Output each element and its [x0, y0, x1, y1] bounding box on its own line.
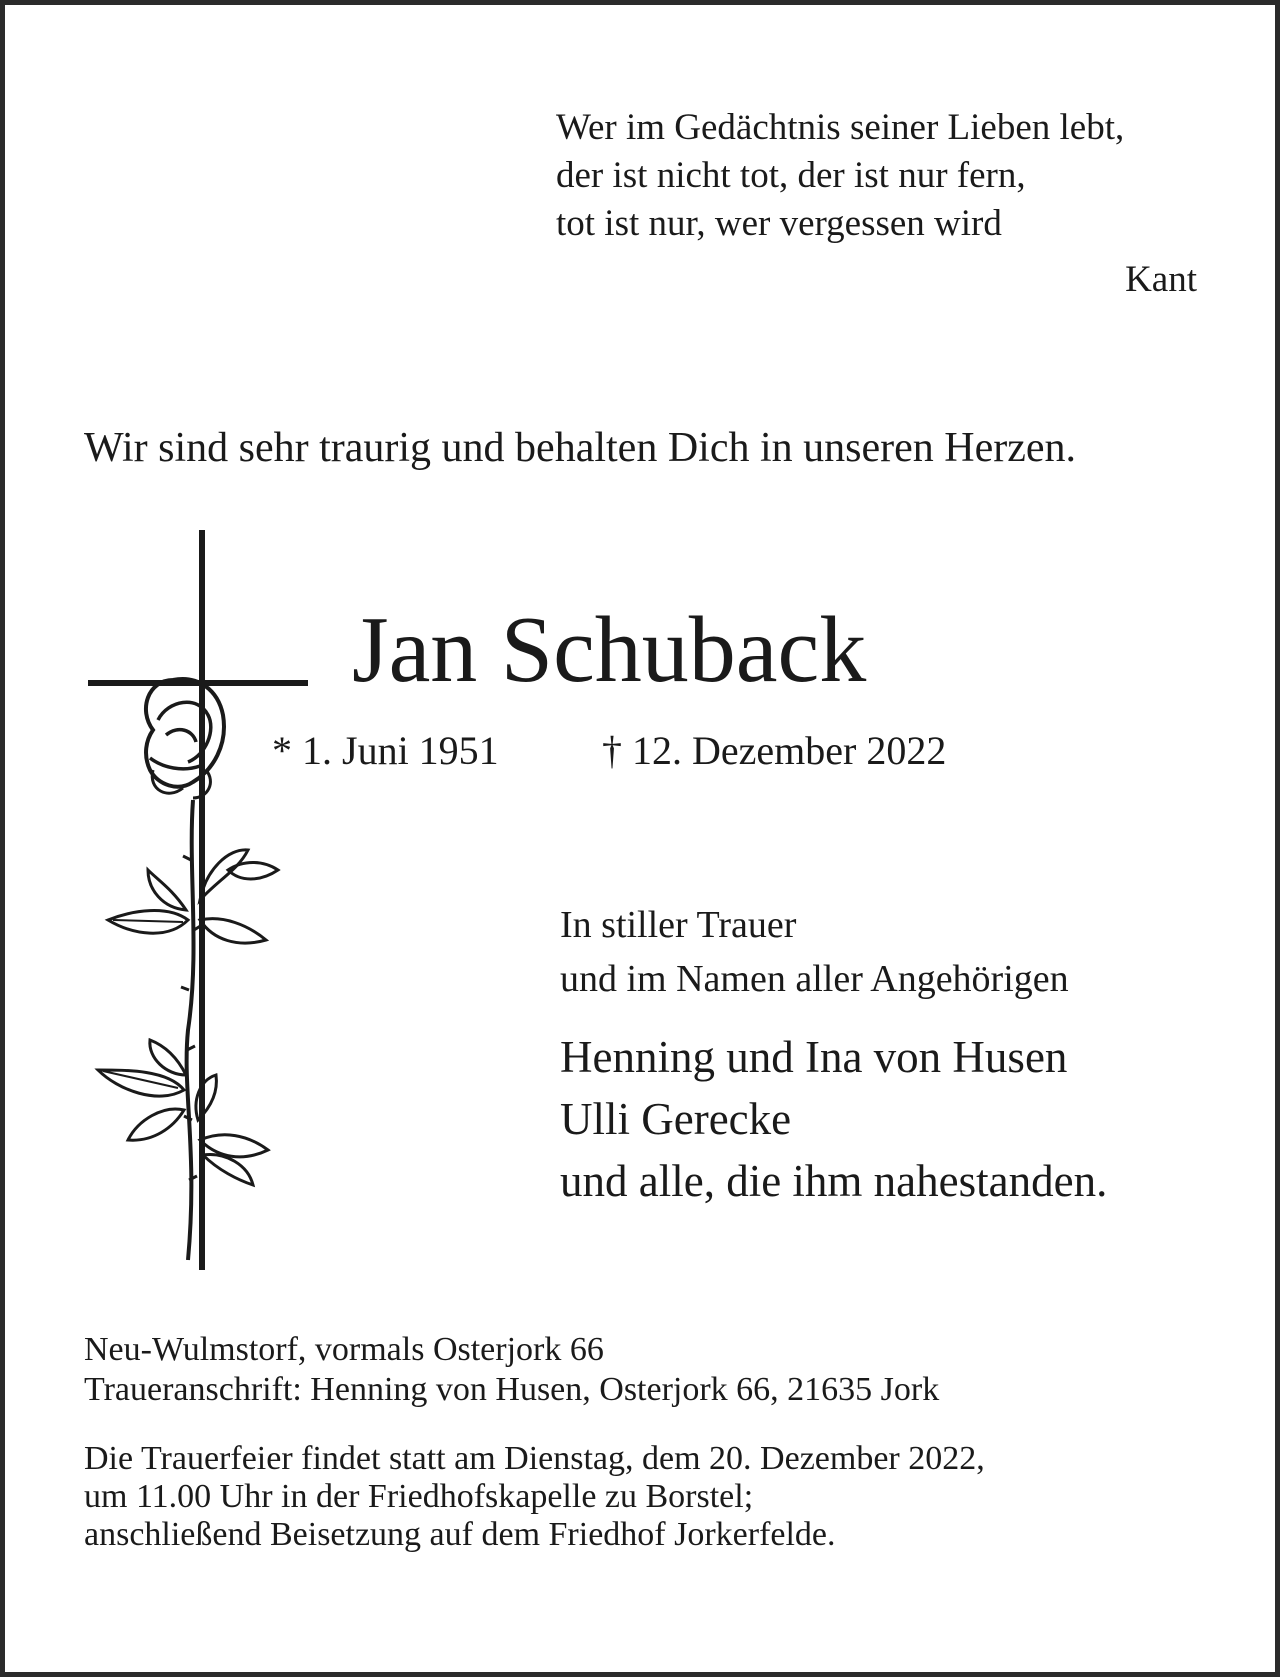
cross-with-rose-icon	[88, 530, 308, 1270]
family-block	[560, 1026, 1107, 1212]
ceremony-line: anschließend Beisetzung auf dem Friedhof Jorkerfelde.	[84, 1516, 836, 1553]
family-line: Ulli Gerecke	[560, 1094, 792, 1144]
address-block	[84, 1330, 939, 1410]
ceremony-line: Die Trauerfeier findet statt am Dienstag, dem 20. Dezember 2022,	[84, 1440, 985, 1477]
family-line: Henning und Ina von Husen	[560, 1032, 1068, 1082]
death-date: † 12. Dezember 2022	[602, 728, 947, 773]
quote-block	[556, 104, 1124, 248]
quote-line: Wer im Gedächtnis seiner Lieben lebt,	[556, 107, 1125, 148]
ceremony-line: um 11.00 Uhr in der Friedhofskapelle zu Borstel;	[84, 1478, 754, 1515]
mourning-line: und im Namen aller Angehörigen	[560, 958, 1069, 1000]
intro-text: Wir sind sehr traurig und behalten Dich in unseren Herzen.	[84, 425, 1076, 471]
family-line: und alle, die ihm nahestanden.	[560, 1156, 1108, 1206]
mourning-line: In stiller Trauer	[560, 904, 797, 946]
address-line: Traueranschrift: Henning von Husen, Osterjork 66, 21635 Jork	[84, 1371, 940, 1408]
birth-date: * 1. Juni 1951	[272, 728, 499, 773]
address-line: Neu-Wulmstorf, vormals Osterjork 66	[84, 1331, 604, 1368]
quote-line: der ist nicht tot, der ist nur fern,	[556, 155, 1026, 196]
quote-line: tot ist nur, wer vergessen wird	[556, 203, 1002, 244]
ceremony-block	[84, 1440, 985, 1554]
quote-author: Kant	[1125, 259, 1197, 300]
mourning-block	[560, 898, 1069, 1006]
deceased-name: Jan Schuback	[352, 598, 867, 702]
